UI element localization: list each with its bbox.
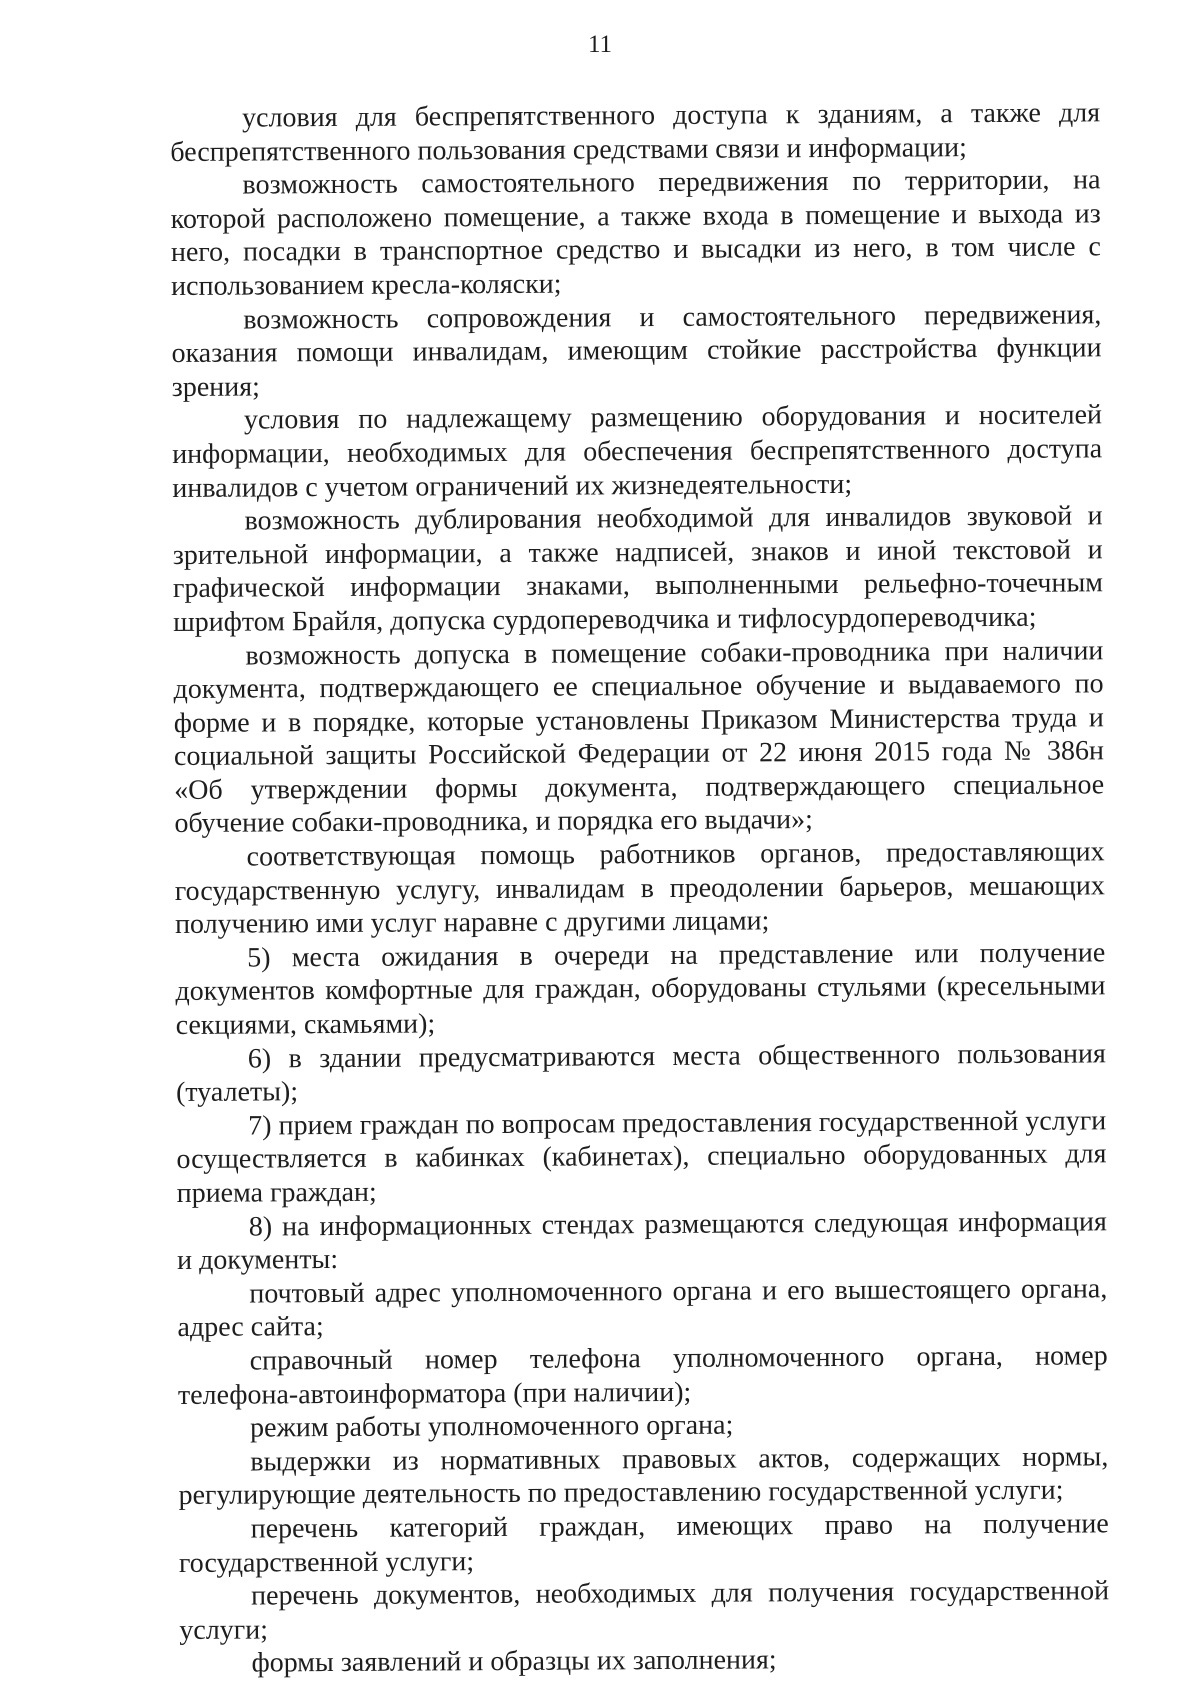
paragraph-item-6: 6) в здании предусматриваются места общественного пользования (туалеты); [175, 1037, 1106, 1109]
paragraph-item-7: 7) прием граждан по вопросам предоставления государственной услуги осуществляется в кабинках (кабинетах), специально оборудованных для приема граждан; [176, 1105, 1107, 1209]
paragraph: возможность дублирования необходимой для инвалидов звуковой и зрительной информации, а также надписей, знаков и иной текстовой и графической информации знаками, выполненными рельефно-точечным шрифтом Брайля, допуска сурдопереводчика и тифлосурдопереводчика; [172, 500, 1104, 638]
paragraph: возможность самостоятельного передвижения по территории, на которой расположено помещение, а также входа в помещение и выхода из него, посадки в транспортное средство и высадки из него, в том числе с использованием кресла-коляски; [170, 164, 1101, 302]
paragraph: возможность сопровождения и самостоятельного передвижения, оказания помощи инвалидам, имеющим стойкие расстройства функции зрения; [171, 298, 1102, 403]
paragraph-item-8: 8) на информационных стендах размещаются следующая информация и документы: [176, 1205, 1107, 1277]
paragraph: возможность допуска в помещение собаки-проводника при наличии документа, подтверждающего ее специальное обучение и выдаваемого по форме и в порядке, которые установлены Приказом Министерства труда и социальной защиты Российской Федерации от 22 июня 2015 года № 386н «Об утверждении формы документа, подтверждающего специальное обучение собаки-проводника, и порядка его выдачи»; [173, 634, 1105, 840]
paragraph-item-5: 5) места ожидания в очереди на представление или получение документов комфортные для граждан, оборудованы стульями (кресельными секциями, скамьями); [175, 937, 1106, 1042]
paragraph: почтовый адрес уполномоченного органа и его вышестоящего органа, адрес сайта; [177, 1273, 1108, 1344]
paragraph: перечень категорий граждан, имеющих право на получение государственной услуги; [178, 1508, 1109, 1579]
paragraph: формы заявлений и образцы их заполнения; [251, 1644, 777, 1679]
paragraph: выдержки из нормативных правовых актов, содержащих нормы, регулирующие деятельность по предоставлению государственной услуги; [178, 1441, 1109, 1512]
page-number: 11 [587, 31, 613, 58]
paragraph: условия по надлежащему размещению оборудования и носителей информации, необходимых для обеспечения беспрепятственного доступа инвалидов с учетом ограничений их жизнедеятельности; [172, 399, 1103, 504]
paragraph: режим работы уполномоченного органа; [250, 1409, 734, 1444]
paragraph: перечень документов, необходимых для получения государственной услуги; [179, 1575, 1110, 1646]
paragraph: условия для беспрепятственного доступа к зданиям, а также для беспрепятственного пользования средствами связи и информации; [170, 97, 1101, 168]
document-body [170, 96, 1110, 1681]
paragraph: справочный номер телефона уполномоченного органа, номер телефона-автоинформатора (при наличии); [177, 1340, 1108, 1411]
paragraph: соответствующая помощь работников органов, предоставляющих государственную услугу, инвалидам в преодолении барьеров, мешающих получению ими услуг наравне с другими лицами; [174, 836, 1105, 941]
